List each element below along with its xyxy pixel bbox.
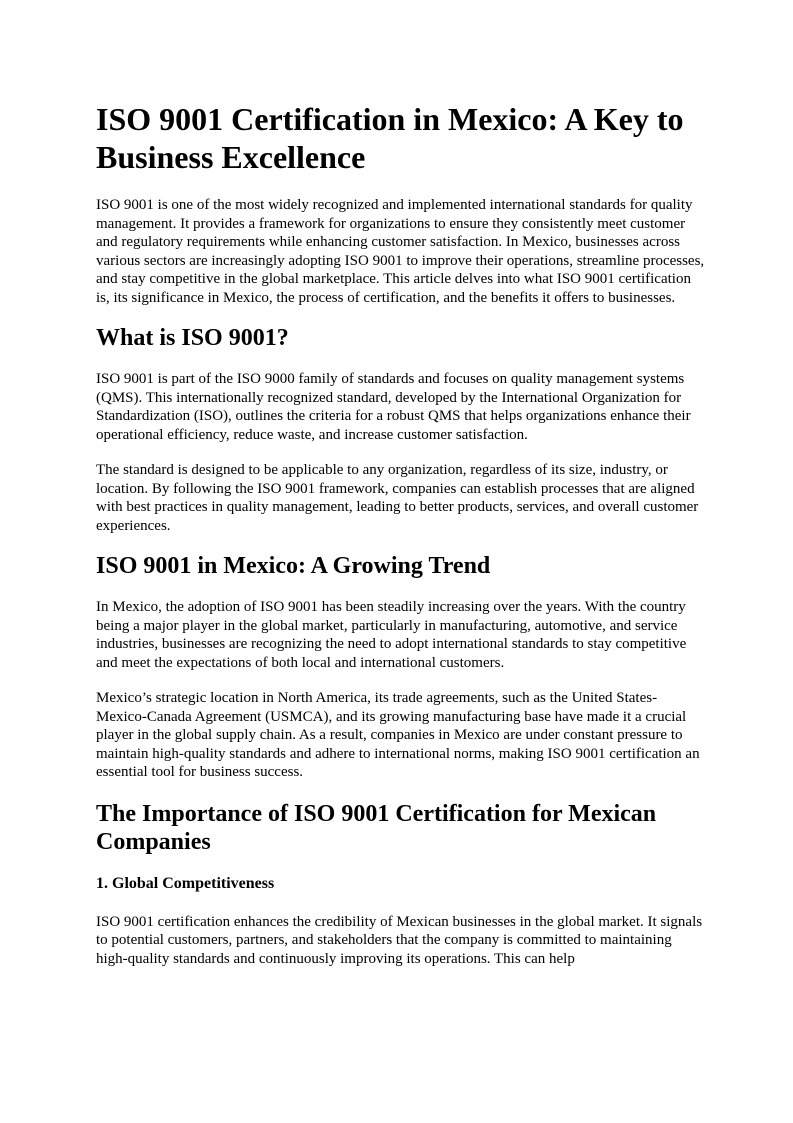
section-paragraph: In Mexico, the adoption of ISO 9001 has been steadily increasing over the years. With the country being a major player in the global market, particularly in manufacturing, automotive, and service industries, businesses are recognizing the need to adopt international standards to stay competitive and meet the expectations of both local and international customers. <box>96 599 687 671</box>
subheading-global-competitiveness: 1. Global Competitiveness <box>96 874 275 892</box>
section-paragraph: ISO 9001 is part of the ISO 9000 family of standards and focuses on quality management systems (QMS). This internationally recognized standard, developed by the International Organization for Standardization (ISO), outlines the criteria for a robust QMS that helps organizations enhance their operational efficiency, reduce waste, and increase customer satisfaction. <box>96 371 691 443</box>
page-title: ISO 9001 Certification in Mexico: A Key to Business Excellence <box>96 101 684 175</box>
section-paragraph: Mexico’s strategic location in North America, its trade agreements, such as the United States-Mexico-Canada Agreement (USMCA), and its growing manufacturing base have made it a crucial player in the global supply chain. As a result, companies in Mexico are under constant pressure to maintain high-quality standards and adhere to international norms, making ISO 9001 certification an essential tool for business success. <box>96 690 700 780</box>
intro-paragraph: ISO 9001 is one of the most widely recognized and implemented international standards for quality management. It provides a framework for organizations to ensure they consistently meet customer and regulatory requirements while enhancing customer satisfaction. In Mexico, businesses across various sectors are increasingly adopting ISO 9001 to improve their operations, streamline processes, and stay competitive in the global marketplace. This article delves into what ISO 9001 certification is, its significance in Mexico, the process of certification, and the benefits it offers to businesses. <box>96 197 705 306</box>
section-paragraph: The standard is designed to be applicable to any organization, regardless of its size, industry, or location. By following the ISO 9001 framework, companies can establish processes that are aligned with best practices in quality management, leading to better products, services, and overall customer experiences. <box>96 462 699 534</box>
document-page <box>96 100 706 985</box>
section-paragraph: ISO 9001 certification enhances the credibility of Mexican businesses in the global market. It signals to potential customers, partners, and stakeholders that the company is committed to maintaining high-quality standards and continuously improving its operations. This can help <box>96 913 703 967</box>
section-heading-iso-9001-in-mexico: ISO 9001 in Mexico: A Growing Trend <box>96 553 491 579</box>
section-heading-importance: The Importance of ISO 9001 Certification for Mexican Companies <box>96 800 657 855</box>
section-heading-what-is-iso-9001: What is ISO 9001? <box>96 325 289 351</box>
